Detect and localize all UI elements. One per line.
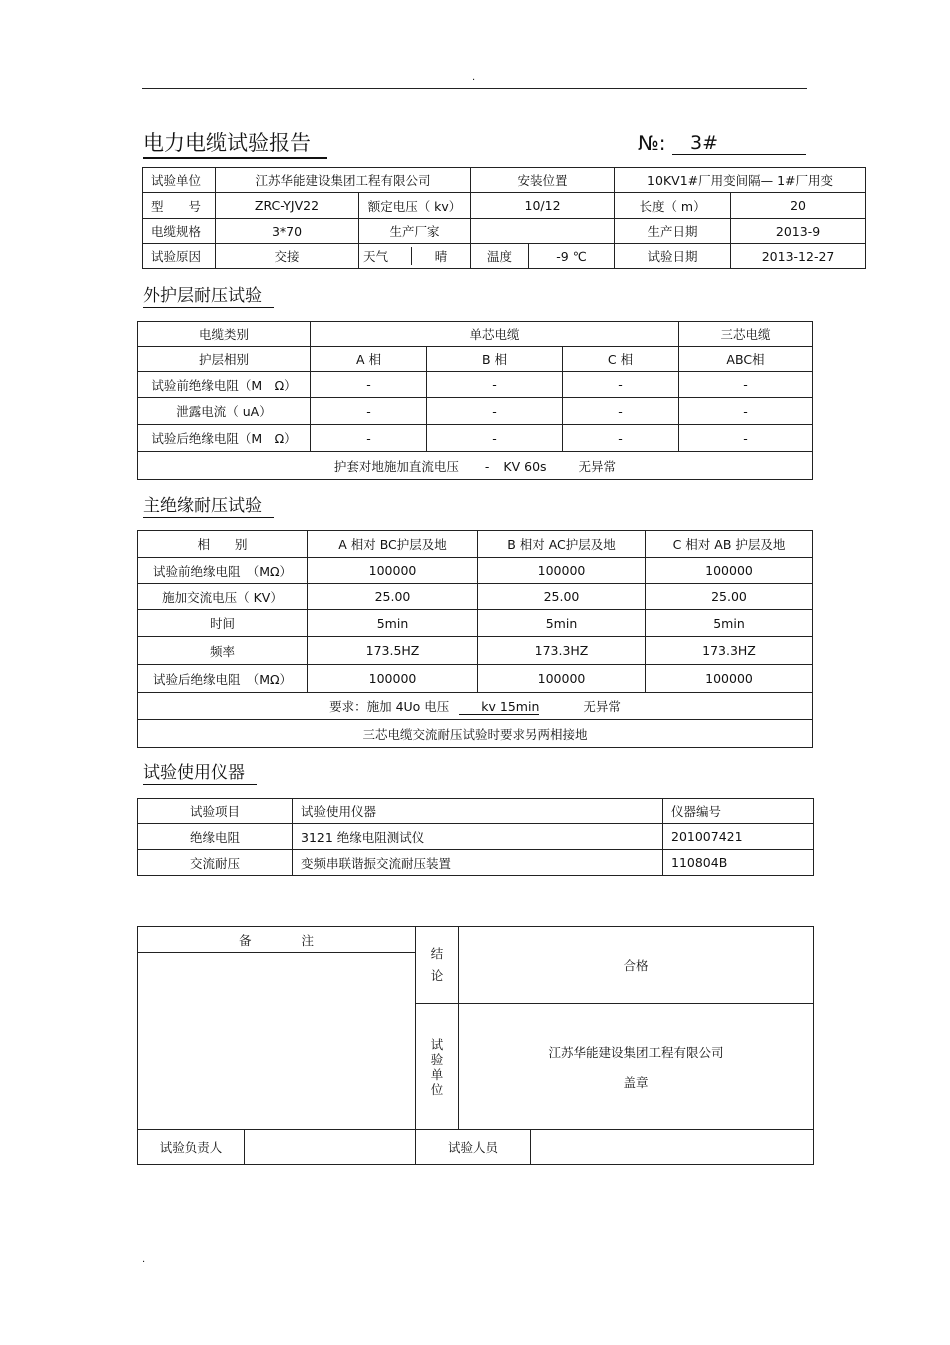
test-leader-label: 试验负责人 — [138, 1130, 245, 1165]
sheath-note — [138, 452, 813, 480]
phase-b: B 相 — [427, 347, 563, 372]
sheath-header-row — [138, 322, 813, 347]
main-ins-header-row — [138, 531, 813, 558]
test-unit-label: 试验单位 — [143, 168, 216, 193]
test-leader-field[interactable] — [245, 1130, 416, 1165]
page-dot-bottom: . — [142, 1254, 146, 1265]
length-label: 长度（ m） — [615, 193, 731, 219]
cell-value: - — [679, 425, 813, 452]
sheath-phase-row — [138, 347, 813, 372]
col-header-serial: 仪器编号 — [663, 799, 814, 824]
cell-value: 5min — [308, 610, 478, 637]
rated-voltage-label: 额定电压（ kv） — [359, 193, 471, 219]
instruments-header-row — [138, 799, 814, 824]
main-ins-requirement — [138, 693, 813, 720]
page-dot-top: . — [472, 72, 476, 83]
weather-cell — [359, 247, 470, 265]
model-value: ZRC-YJV22 — [216, 193, 359, 219]
report-number-value: 3# — [690, 132, 719, 154]
cell-value: - — [679, 372, 813, 398]
temperature-label: 温度 — [471, 244, 529, 269]
spec-label: 电缆规格 — [143, 219, 216, 244]
requirement-voltage: kv 15min — [459, 699, 539, 715]
main-ins-note-row — [138, 720, 813, 748]
info-row — [143, 193, 866, 219]
sheath-phase-label: 护层相别 — [138, 347, 311, 372]
sheath-note-result: 无异常 — [578, 458, 617, 474]
main-ins-data-row — [138, 558, 813, 584]
instrument-name: 变频串联谐振交流耐压装置 — [293, 850, 663, 876]
cable-type-label: 电缆类别 — [138, 322, 311, 347]
rated-voltage-value: 10/12 — [471, 193, 615, 219]
conclusion-value: 合格 — [459, 927, 814, 1004]
seal-label: 盖章 — [623, 1074, 649, 1090]
test-reason-value: 交接 — [216, 244, 359, 269]
cell-value: 25.00 — [308, 584, 478, 610]
conclusion-label: 结 论 — [416, 927, 459, 1004]
length-value: 20 — [731, 193, 866, 219]
instruments-section-title: 试验使用仪器 — [143, 762, 257, 785]
header-rule — [142, 88, 807, 89]
cell-value: 173.3HZ — [478, 637, 646, 665]
sheath-note-voltage: - — [484, 458, 490, 474]
sheath-data-row — [138, 398, 813, 425]
cell-value: 100000 — [478, 558, 646, 584]
sheath-data-row — [138, 372, 813, 398]
main-insulation-section-title: 主绝缘耐压试验 — [143, 495, 274, 518]
main-ins-header: A 相对 BC护层及地 — [308, 531, 478, 558]
phase-a: A 相 — [311, 347, 427, 372]
test-unit-value: 江苏华能建设集团工程有限公司 — [216, 168, 471, 193]
test-unit-footer — [459, 1004, 814, 1130]
col-header-item: 试验项目 — [138, 799, 293, 824]
cell-value: 5min — [646, 610, 813, 637]
test-date-label: 试验日期 — [615, 244, 731, 269]
test-unit-footer-name: 江苏华能建设集团工程有限公司 — [548, 1044, 724, 1060]
production-date-value: 2013-9 — [731, 219, 866, 244]
sheath-data-row — [138, 425, 813, 452]
instrument-row — [138, 850, 814, 876]
three-core-label: 三芯电缆 — [679, 322, 813, 347]
test-unit-footer-label: 试 验 单 位 — [416, 1004, 459, 1130]
info-row — [143, 244, 866, 269]
sheath-section-title: 外护层耐压试验 — [143, 285, 274, 308]
cell-value: 5min — [478, 610, 646, 637]
main-ins-note: 三芯电缆交流耐压试验时要求另两相接地 — [138, 720, 813, 748]
model-label: 型 号 — [143, 193, 216, 219]
info-row — [143, 219, 866, 244]
row-label: 频率 — [138, 637, 308, 665]
row-label: 试验后绝缘电阻（M Ω） — [138, 425, 311, 452]
row-label: 施加交流电压（ KV） — [138, 584, 308, 610]
sheath-note-text: 护套对地施加直流电压 — [333, 458, 459, 474]
instrument-serial: 201007421 — [663, 824, 814, 850]
temperature-value: -9 ℃ — [529, 244, 615, 269]
cell-value: 173.3HZ — [646, 637, 813, 665]
info-row — [143, 168, 866, 193]
cell-value: 25.00 — [478, 584, 646, 610]
instrument-item: 交流耐压 — [138, 850, 293, 876]
main-ins-header: C 相对 AB 护层及地 — [646, 531, 813, 558]
instrument-row — [138, 824, 814, 850]
row-label: 试验前绝缘电阻 （MΩ） — [138, 558, 308, 584]
spec-value: 3*70 — [216, 219, 359, 244]
production-date-label: 生产日期 — [615, 219, 731, 244]
cell-value: 100000 — [308, 665, 478, 693]
cell-value: - — [563, 398, 679, 425]
row-label: 泄露电流（ uA） — [138, 398, 311, 425]
cell-value: 100000 — [308, 558, 478, 584]
main-ins-data-row — [138, 637, 813, 665]
remarks-box — [138, 953, 416, 1130]
single-core-label: 单芯电缆 — [311, 322, 679, 347]
cell-value: - — [427, 372, 563, 398]
report-number-label: №: — [638, 131, 666, 155]
row-label: 试验前绝缘电阻（M Ω） — [138, 372, 311, 398]
sheath-table — [137, 321, 813, 480]
cell-value: 100000 — [646, 665, 813, 693]
main-ins-requirement-row — [138, 693, 813, 720]
sheath-note-duration: KV 60s — [503, 458, 547, 474]
cell-value: 25.00 — [646, 584, 813, 610]
requirement-result: 无异常 — [583, 699, 621, 714]
maker-value — [471, 219, 615, 244]
remarks-label: 备 注 — [138, 927, 416, 953]
maker-label: 生产厂家 — [359, 219, 471, 244]
main-ins-data-row — [138, 610, 813, 637]
cell-value: - — [427, 425, 563, 452]
test-reason-label: 试验原因 — [143, 244, 216, 269]
info-table — [142, 167, 866, 269]
install-value: 10KV1#厂用变间隔— 1#厂用变 — [615, 168, 866, 193]
main-ins-data-row — [138, 665, 813, 693]
cell-value: - — [563, 425, 679, 452]
report-title: 电力电缆试验报告 — [143, 130, 327, 159]
cell-value: 100000 — [478, 665, 646, 693]
footer-table — [137, 926, 814, 1165]
cell-value: - — [563, 372, 679, 398]
install-label: 安装位置 — [471, 168, 615, 193]
weather-value: 晴 — [434, 249, 448, 264]
row-label: 试验后绝缘电阻 （MΩ） — [138, 665, 308, 693]
requirement-text: 要求：施加 4Uo 电压 — [329, 699, 450, 714]
signature-row — [138, 1130, 814, 1165]
sheath-note-row — [138, 452, 813, 480]
cell-value: - — [427, 398, 563, 425]
instruments-table — [137, 798, 814, 876]
main-ins-data-row — [138, 584, 813, 610]
cell-value: - — [311, 398, 427, 425]
main-ins-header: B 相对 AC护层及地 — [478, 531, 646, 558]
instrument-name: 3121 绝缘电阻测试仪 — [293, 824, 663, 850]
weather-label: 天气 — [359, 247, 412, 265]
instrument-serial: 110804B — [663, 850, 814, 876]
test-staff-label: 试验人员 — [416, 1130, 531, 1165]
cell-value: 173.5HZ — [308, 637, 478, 665]
row-label: 时间 — [138, 610, 308, 637]
phase-abc: ABC相 — [679, 347, 813, 372]
test-staff-field[interactable] — [531, 1130, 814, 1165]
cell-value: - — [311, 425, 427, 452]
test-date-value: 2013-12-27 — [731, 244, 866, 269]
main-insulation-table — [137, 530, 813, 748]
phase-c: C 相 — [563, 347, 679, 372]
instrument-item: 绝缘电阻 — [138, 824, 293, 850]
cell-value: - — [679, 398, 813, 425]
main-ins-phase-label: 相 别 — [138, 531, 308, 558]
cell-value: 100000 — [646, 558, 813, 584]
col-header-instrument: 试验使用仪器 — [293, 799, 663, 824]
cell-value: - — [311, 372, 427, 398]
